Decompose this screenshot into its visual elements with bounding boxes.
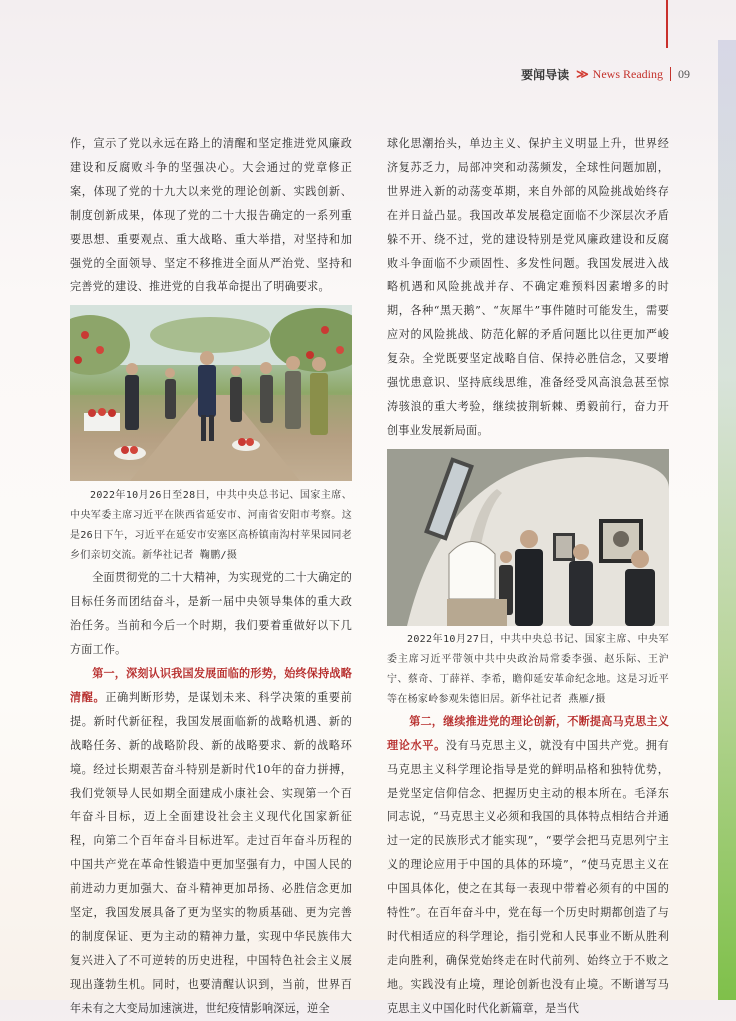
page-header: [521, 64, 690, 84]
paragraph: 全面贯彻党的二十大精神，为实现党的二十大确定的目标任务而团结奋斗，是新一届中央领导集体的重大政治任务。当前和今后一个时期，我们要着重做好以下几方面工作。: [70, 571, 352, 657]
paragraph-body: 没有马克思主义，就没有中国共产党。拥有马克思主义科学理论指导是党的鲜明品格和独特优势，是党坚定信仰信念、把握历史主动的根本所在。毛泽东同志说，“马克思主义必须和我国的具体特点相结合并通过一定的民族形式才能实现”，“要学会把马克思列宁主义的理论应用于中国的具体的环境”，“使马克思主义在中国具体化，使之在其每一表现中带着必须有的中国的特性”。在百年奋斗中，党在每一个历史时期都创造了与时代相适应的科学理论，指引党和人民事业不断从胜利走向胜利，确保党始终走在时代前列、始终立于不败之地。实践没有止境，理论创新也没有止境。不断谱写马克思主义中国化时代化新篇章，是当代: [387, 738, 669, 1015]
header-divider: [670, 67, 671, 81]
paragraph-body: 正确判断形势，是谋划未来、科学决策的重要前提。新时代新征程，我国发展面临新的战略机遇、新的战略任务、新的战略阶段、新的战略要求、新的战略环境。经过长期艰苦奋斗特别是新时代10年的奋力拼搏，我们党领导人民如期全面建成小康社会、实现第一个百年奋斗目标，迈上全面建设社会主义现代化国家新征程，向第二个百年奋斗目标进军。走过百年奋斗历程的中国共产党在革命性锻造中更加坚强有力，中国人民的前进动力更加强大、奋斗精神更加昂扬、必胜信念更加坚定，我国发展具备了更为坚实的物质基础、更为完善的制度保证、更为主动的精神力量，实现中华民族伟大复兴进入了不可逆转的历史进程，中国特色社会主义展现出蓬勃生机。同时，也要清醒认识到，当前，世界百年未有之大变局加速演进，世纪疫情影响深远，逆全: [70, 690, 352, 1015]
section-heading: 第二，继续推进党的理论创新，不断提高马克思主义理论水平。: [387, 714, 669, 752]
apple-orchard-illustration: [70, 305, 352, 481]
paragraph-with-heading: [70, 662, 352, 1021]
photo-zhu-de-former-residence: [387, 449, 669, 626]
paragraph: 作，宣示了党以永远在路上的清醒和坚定推进党风廉政建设和反腐败斗争的坚强决心。大会通过的党章修正案，体现了党的十九大以来党的理论创新、实践创新、制度创新成果，体现了党的二十大报告确定的一系列重要思想、重要观点、重大战略、重大举措，对坚持和加强党的全面领导、坚定不移推进全面从严治党、坚持和完善党的建设、推进党的自我革命提出了明确要求。: [70, 137, 352, 294]
left-column: [70, 132, 352, 1021]
right-column: [387, 132, 669, 1021]
paragraph-with-heading: [387, 710, 669, 1021]
top-rule-line: [666, 0, 668, 48]
photo-caption: 2022年10月27日，中共中央总书记、国家主席、中央军委主席习近平带领中共中央政治局常委李强、赵乐际、王沪宁、蔡奇、丁薛祥、李希，瞻仰延安革命纪念地。这是习近平等在杨家岭参观朱德旧居。新华社记者 燕雁/摄: [387, 633, 669, 705]
photo-apple-orchard: [70, 305, 352, 481]
page-number: 09: [678, 66, 690, 81]
section-title: 要闻导读: [521, 67, 570, 82]
double-chevron-icon: ≫: [576, 67, 589, 81]
section-title-en: News Reading: [592, 66, 663, 81]
paragraph: 球化思潮抬头，单边主义、保护主义明显上升，世界经济复苏乏力，局部冲突和动荡频发，全球性问题加剧，世界进入新的动荡变革期，来自外部的风险挑战始终存在并日益凸显。我国改革发展稳定面临不少深层次矛盾躲不开、绕不过，党的建设特别是党风廉政建设和反腐败斗争面临不少顽固性、多发性问题。我国发展进入战略机遇和风险挑战并存、不确定难预料因素增多的时期，各种“黑天鹅”、“灰犀牛”事件随时可能发生，需要应对的风险挑战、防范化解的矛盾问题比以往更加严峻复杂。全党既要坚定战略自信、保持必胜信念，又要增强忧患意识、坚持底线思维，准备经受风高浪急甚至惊涛骇浪的重大考验，继续披荆斩棘、勇毅前行，奋力开创事业发展新局面。: [387, 137, 669, 437]
decorative-side-bar: [718, 40, 736, 1000]
cave-dwelling-illustration: [387, 449, 669, 626]
photo-caption: 2022年10月26日至28日，中共中央总书记、国家主席、中央军委主席习近平在陕西省延安市、河南省安阳市考察。这是26日下午，习近平在延安市安塞区高桥镇南沟村苹果园同老乡们亲切交流。新华社记者 鞠鹏/摄: [70, 490, 352, 562]
section-heading: 第一，深刻认识我国发展面临的形势，始终保持战略清醒。: [70, 666, 352, 704]
